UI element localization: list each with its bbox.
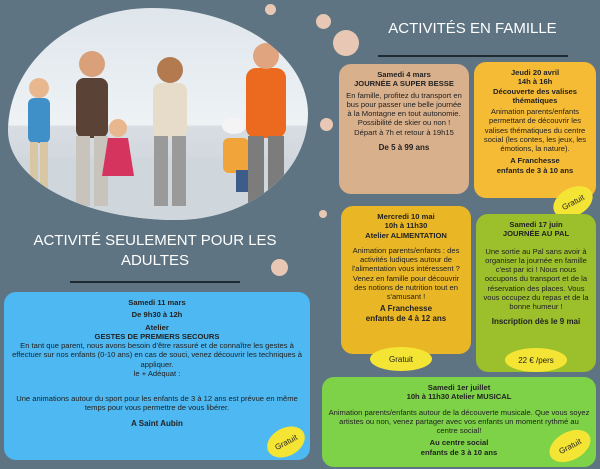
card-premiers-secours [4, 292, 310, 460]
family-photo [8, 8, 308, 220]
adults-activity-title: ACTIVITÉ SEULEMENT POUR LES ADULTES [33, 232, 277, 270]
card-body: Animation parents/enfants autour de la découverte musicale. Que vous soyez artistes ou non, venez partager avec vos enfants un moment rythmé au centre social! [328, 407, 590, 435]
card-age: enfants de 4 à 12 ans [365, 314, 447, 323]
card-title: JOURNÉE AU PAL [502, 229, 570, 239]
card-title: 10h à 11h30 Atelier MUSICAL [406, 392, 512, 402]
card-date: Samedi 17 juin [509, 220, 563, 229]
card-kind: Atelier [145, 322, 169, 332]
card-age: enfants de 3 à 10 ans [496, 165, 574, 175]
free-badge: Gratuit [370, 347, 432, 371]
card-title: JOURNÉE A SUPER BESSE [354, 79, 454, 89]
card-age: enfants de 3 à 10 ans [420, 447, 498, 457]
adults-divider [70, 281, 240, 283]
card-body: Animation parents/enfants : des activités ludiques autour de l'alimentation vous intéressent ? Venez en famille pour découvrir des notions de nutrition tout en s'amusant ! [352, 245, 460, 301]
family-activities-title: ACTIVITÉS EN FAMILLE [388, 20, 557, 37]
decorative-dot [333, 30, 359, 56]
card-date: Mercredi 10 mai [377, 212, 435, 221]
free-badge: Gratuit [544, 423, 596, 468]
card-body: Une sortie au Pal sans avoir à organiser la journée en famille c'est par ici ! Nous nous occupons du transport et de la réservation des places. Vous vous occupez du repas et de la bonne humeur ! [483, 246, 589, 311]
card-place: A Franchesse [379, 304, 433, 314]
card-date: Samedi 1er juillet [427, 383, 491, 392]
card-title: GESTES DE PREMIERS SECOURS [94, 331, 220, 341]
card-date: Samedi 4 mars [377, 70, 431, 79]
card-title: Atelier ALIMENTATION [365, 230, 447, 240]
card-body: En famille, profitez du transport en bus pour passer une belle journée à la Montagne en tout autonomie. [346, 90, 462, 118]
card-time: 10h à 11h30 [384, 221, 428, 231]
card-body: En tant que parent, nous avons besoin d'être rassuré et de connaître les gestes à effectuer sur nos enfants (0-10 ans) en cas de souci, venez découvrir les techniques à appliquer. [12, 341, 302, 369]
card-title: Découverte des valises thématiques [492, 86, 577, 105]
card-body: Animation parents/enfants permettant de découvrir les valises thématiques du centre social (les contes, les jeux, les émotions, la nature). [483, 107, 587, 153]
title-divider [378, 55, 568, 57]
decorative-dot [316, 14, 331, 29]
card-super-besse [339, 64, 469, 194]
price-badge: 22 € /pers [505, 348, 567, 372]
card-extra: Possibilité de skier ou non ! [357, 118, 451, 128]
decorative-dot [319, 210, 327, 218]
decorative-dot [265, 4, 276, 15]
decorative-dot [320, 118, 333, 131]
card-alimentation [341, 206, 471, 354]
card-date: Samedi 11 mars [128, 298, 186, 307]
card-place: Au centre social [429, 438, 489, 448]
card-place: A Saint Aubin [131, 418, 183, 428]
card-body2: Une animations autour du sport pour les enfants de 3 à 12 ans est prévue en même temps pour vous permettre de vous libérer. [16, 394, 298, 413]
card-times: Départ à 7h et retour à 19h15 [354, 127, 454, 137]
card-date: Jeudi 20 avril [510, 68, 560, 77]
free-badge: Gratuit [262, 420, 310, 464]
family-silhouettes [8, 8, 308, 220]
free-badge: Gratuit [548, 180, 598, 224]
card-age: De 5 à 99 ans [378, 142, 430, 152]
card-extra: le + Adéquat : [133, 368, 181, 378]
card-place: A Franchesse [510, 156, 560, 166]
card-valises [474, 62, 596, 198]
card-time: 14h à 16h [517, 77, 553, 87]
card-inscription: Inscription dès le 9 mai [491, 317, 581, 327]
card-time: De 9h30 à 12h [131, 310, 183, 320]
